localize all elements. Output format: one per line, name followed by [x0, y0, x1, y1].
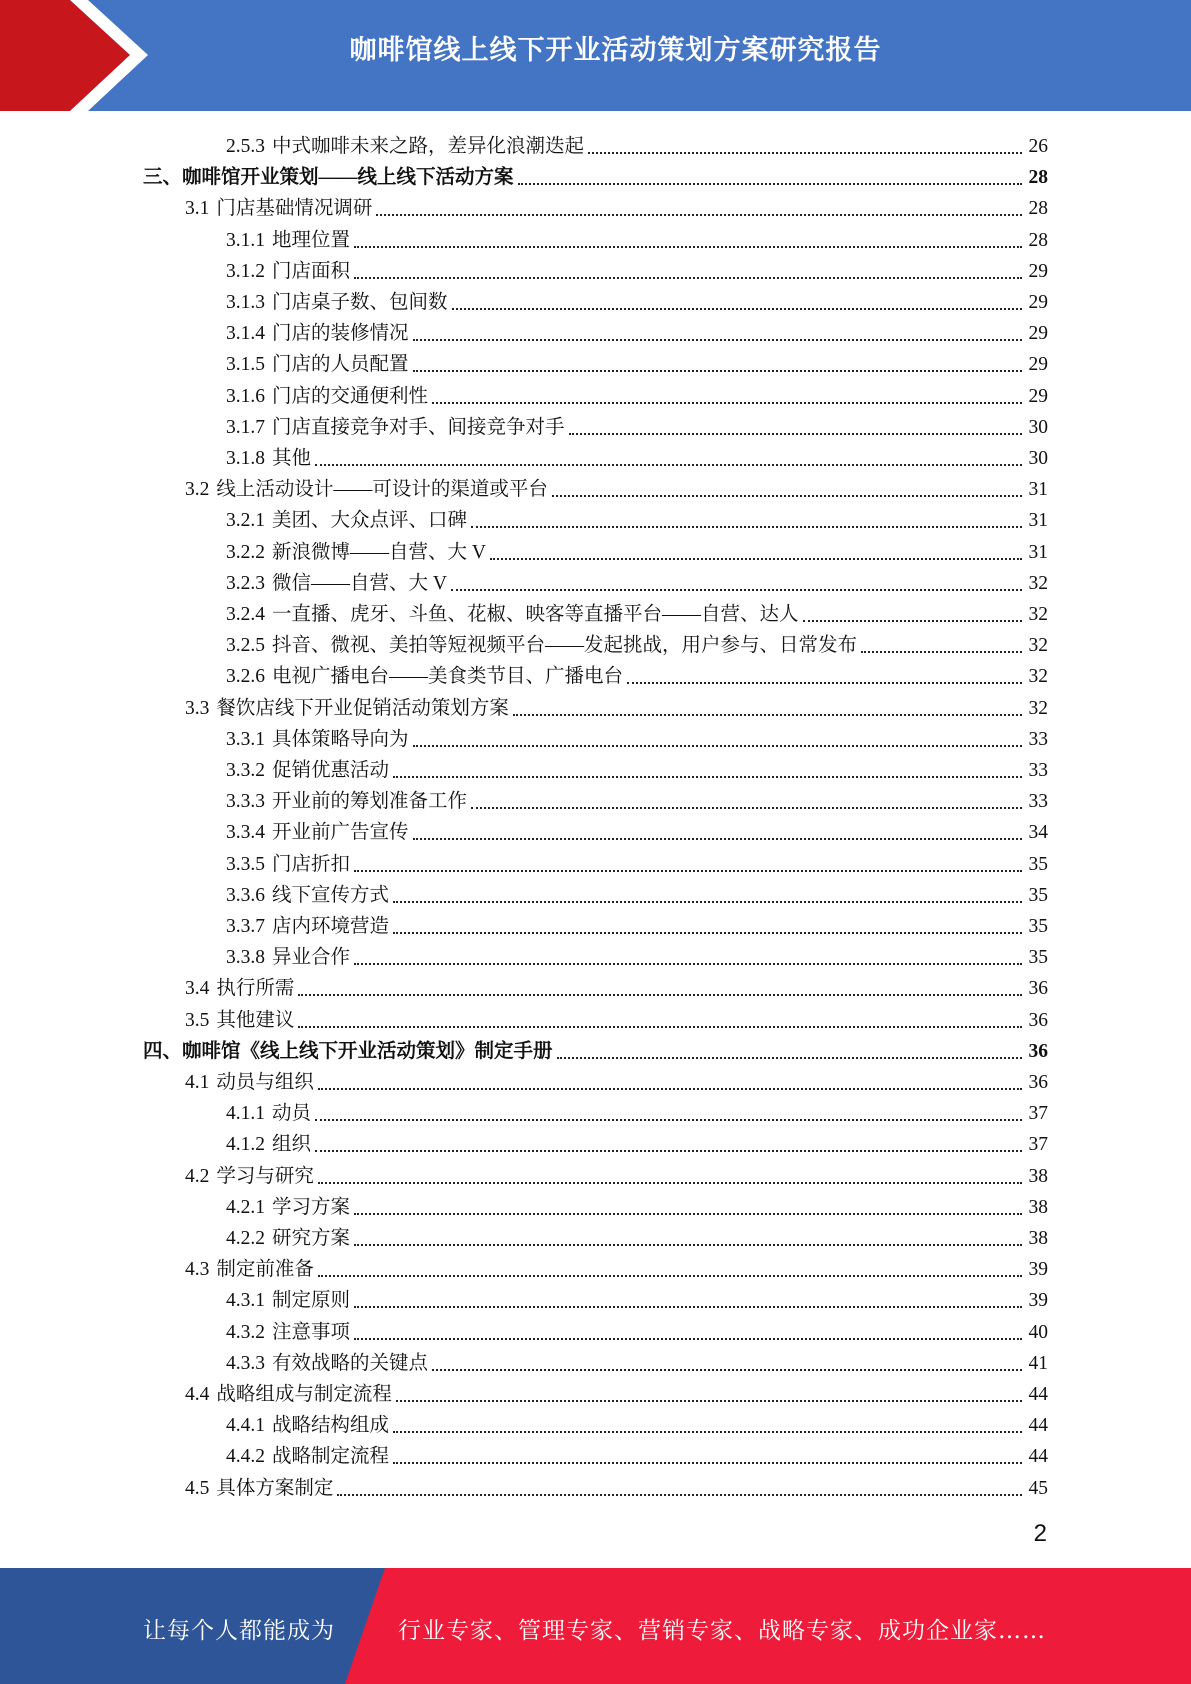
toc-entry-number: 3.1.5: [226, 354, 265, 376]
toc-entry-number: 4.2.2: [226, 1228, 265, 1249]
toc-entry[interactable]: [226, 1345, 1048, 1376]
toc-entry-number: 3.2.1: [226, 510, 265, 532]
toc-dot-leader: [393, 932, 1022, 934]
toc-dot-leader: [354, 246, 1022, 248]
toc-entry-title: 战略组成与制定流程: [216, 1384, 392, 1405]
toc-entry-title: 动员: [272, 1103, 312, 1125]
toc-entry-page: 35: [1028, 884, 1048, 906]
toc-entry-number: 4.2.1: [226, 1196, 265, 1218]
toc-entry-number: 3.3.7: [226, 916, 265, 937]
footer-band: [0, 1568, 1191, 1684]
toc-entry-title: 开业前广告宣传: [272, 822, 409, 844]
toc-entry-title: 异业合作: [272, 947, 351, 969]
toc-entry-title: 美团、大众点评、口碑: [272, 510, 468, 532]
toc-dot-leader: [354, 1306, 1022, 1308]
toc-entry[interactable]: [226, 721, 1048, 752]
toc-entry[interactable]: [226, 1282, 1048, 1313]
toc-entry-title: 餐饮店线下开业促销活动策划方案: [216, 697, 509, 719]
toc-entry[interactable]: [226, 908, 1048, 939]
toc-entry-number: 4.1: [185, 1072, 210, 1093]
toc-dot-leader: [354, 277, 1022, 279]
toc-dot-leader: [337, 1494, 1022, 1496]
toc-entry-page: 30: [1028, 448, 1048, 469]
toc-entry[interactable]: [185, 690, 1048, 721]
toc-entry-number: 4.2: [185, 1165, 210, 1187]
toc-entry-number: 4.3.3: [226, 1352, 265, 1374]
toc-entry[interactable]: [185, 1470, 1048, 1501]
toc-entry-number: 3.1.1: [226, 229, 265, 251]
toc-entry-page: 35: [1028, 916, 1048, 937]
toc-entry[interactable]: [226, 752, 1048, 783]
toc-entry-number: 3.3.1: [226, 728, 265, 750]
toc-entry-title: 门店直接竞争对手、间接竞争对手: [272, 416, 565, 438]
toc-entry-title: 门店折扣: [272, 853, 351, 875]
toc-entry-number: 4.1.1: [226, 1103, 265, 1125]
toc-entry-title: 中式咖啡未来之路，差异化浪潮迭起: [272, 136, 585, 157]
toc-dot-leader: [318, 1088, 1022, 1090]
toc-entry-page: 34: [1028, 822, 1048, 844]
toc-entry-number: 3.2.4: [226, 604, 265, 625]
toc-entry-title: 学习与研究: [216, 1165, 314, 1187]
document-title: 咖啡馆线上线下开业活动策划方案研究报告: [349, 35, 882, 66]
toc-entry-page: 36: [1028, 1009, 1048, 1031]
toc-entry-title: 一直播、虎牙、斗鱼、花椒、映客等直播平台——自营、达人: [272, 604, 799, 625]
toc-dot-leader: [452, 308, 1022, 310]
toc-dot-leader: [451, 589, 1022, 591]
toc-entry-number: 3.3.6: [226, 884, 265, 906]
toc-dot-leader: [471, 807, 1022, 809]
toc-dot-leader: [298, 1026, 1022, 1028]
toc-entry-page: 31: [1028, 541, 1048, 563]
toc-dot-leader: [518, 183, 1022, 185]
toc-entry[interactable]: [226, 783, 1048, 814]
toc-dot-leader: [552, 495, 1022, 497]
toc-entry-number: 3.1: [185, 198, 210, 220]
toc-dot-leader: [413, 370, 1022, 372]
toc-entry-title: 具体策略导向为: [272, 728, 409, 750]
toc-dot-leader: [393, 1462, 1022, 1464]
toc-entry-title: 线下宣传方式: [272, 884, 390, 906]
toc-entry-number: 4.5: [185, 1477, 210, 1499]
toc-entry-number: 3.3: [185, 697, 210, 719]
toc-entry[interactable]: [226, 409, 1048, 440]
toc-entry-number: 3.1.7: [226, 416, 265, 438]
toc-entry-page: 31: [1028, 479, 1048, 501]
toc-entry-number: 3.4: [185, 978, 210, 1000]
toc-entry[interactable]: [226, 284, 1048, 315]
toc-entry-page: 29: [1028, 292, 1048, 313]
toc-dot-leader: [393, 1431, 1022, 1433]
toc-entry[interactable]: [226, 814, 1048, 845]
toc-dot-leader: [354, 1213, 1022, 1215]
toc-entry[interactable]: [226, 1126, 1048, 1157]
toc-entry-number: 3.2.6: [226, 666, 265, 688]
toc-entry-number: 3.3.5: [226, 853, 265, 875]
toc-entry-number: 4.3: [185, 1259, 210, 1281]
toc-entry[interactable]: [226, 253, 1048, 284]
footer-slogan-left: 让每个人都能成为: [143, 1618, 335, 1644]
toc-entry-number: 3.1.6: [226, 385, 265, 407]
toc-dot-leader: [354, 1338, 1022, 1340]
toc-entry-page: 38: [1028, 1165, 1048, 1187]
toc-dot-leader: [413, 745, 1022, 747]
toc-entry-title: 三、咖啡馆开业策划——线上线下活动方案: [143, 167, 514, 189]
toc-entry[interactable]: [143, 159, 1048, 190]
toc-entry[interactable]: [185, 190, 1048, 221]
toc-entry-page: 31: [1028, 510, 1048, 532]
toc-dot-leader: [861, 651, 1022, 653]
toc-entry[interactable]: [226, 440, 1048, 471]
toc-entry-title: 开业前的筹划准备工作: [272, 791, 468, 813]
toc-entry-number: 3.1.3: [226, 292, 265, 313]
toc-entry-title: 组织: [272, 1134, 312, 1156]
toc-dot-leader: [557, 1057, 1022, 1059]
toc-dot-leader: [354, 1244, 1022, 1246]
toc-entry[interactable]: [226, 877, 1048, 908]
toc-dot-leader: [432, 402, 1022, 404]
toc-dot-leader: [627, 682, 1022, 684]
toc-dot-leader: [471, 526, 1022, 528]
toc-entry-title: 地理位置: [272, 229, 351, 251]
toc-entry[interactable]: [185, 1002, 1048, 1033]
toc-entry[interactable]: [226, 565, 1048, 596]
toc-entry-number: 3.3.4: [226, 822, 265, 844]
toc-entry-title: 门店桌子数、包间数: [272, 292, 448, 313]
toc-entry-title: 门店的人员配置: [272, 354, 409, 376]
toc-entry-page: 36: [1028, 1040, 1048, 1062]
toc-entry-number: 3.1.4: [226, 323, 265, 345]
toc-entry-page: 32: [1028, 666, 1048, 688]
footer-slogan-right: 行业专家、管理专家、营销专家、战略专家、成功企业家……: [398, 1618, 1046, 1644]
toc-entry-number: 3.1.2: [226, 260, 265, 282]
toc-dot-leader: [318, 1275, 1022, 1277]
toc-entry[interactable]: [226, 1438, 1048, 1469]
toc-entry-number: 3.3.3: [226, 791, 265, 813]
toc-dot-leader: [588, 152, 1022, 154]
toc-entry[interactable]: [226, 1189, 1048, 1220]
toc-entry-title: 学习方案: [272, 1196, 351, 1218]
toc-entry[interactable]: [226, 658, 1048, 689]
toc-entry-page: 32: [1028, 697, 1048, 719]
toc-entry-page: 29: [1028, 354, 1048, 376]
toc-entry-page: 44: [1028, 1446, 1048, 1468]
toc-dot-leader: [318, 1182, 1022, 1184]
toc-entry[interactable]: [226, 1314, 1048, 1345]
toc-dot-leader: [298, 994, 1022, 996]
toc-entry-page: 41: [1028, 1352, 1048, 1374]
toc-entry-page: 35: [1028, 947, 1048, 969]
toc-entry-title: 制定前准备: [216, 1259, 314, 1281]
toc-entry-title: 抖音、微视、美拍等短视频平台——发起挑战，用户参与、日常发布: [272, 635, 858, 657]
toc-entry[interactable]: [226, 346, 1048, 377]
toc-entry-page: 37: [1028, 1134, 1048, 1156]
toc-entry-page: 45: [1028, 1477, 1048, 1499]
toc-entry-title: 研究方案: [272, 1228, 351, 1249]
toc-entry-title: 四、咖啡馆《线上线下开业活动策划》制定手册: [143, 1040, 553, 1062]
toc-entry-page: 40: [1028, 1321, 1048, 1343]
toc-entry-number: 4.3.2: [226, 1321, 265, 1343]
toc-entry[interactable]: [226, 627, 1048, 658]
toc-entry-page: 29: [1028, 260, 1048, 282]
toc-entry-page: 37: [1028, 1103, 1048, 1125]
toc-entry[interactable]: [185, 1251, 1048, 1282]
toc-entry[interactable]: [226, 596, 1048, 627]
toc-dot-leader: [315, 1119, 1022, 1121]
toc-entry-title: 注意事项: [272, 1321, 351, 1343]
toc-entry-page: 28: [1028, 229, 1048, 251]
page-number: 2: [1033, 1520, 1047, 1547]
toc-entry[interactable]: [143, 1033, 1048, 1064]
toc-entry-title: 促销优惠活动: [272, 760, 390, 781]
toc-entry-number: 4.4.2: [226, 1446, 265, 1468]
toc-entry-title: 执行所需: [216, 978, 295, 1000]
toc-entry[interactable]: [226, 939, 1048, 970]
toc-entry-page: 29: [1028, 385, 1048, 407]
toc-entry-page: 28: [1028, 198, 1048, 220]
toc-entry-number: 2.5.3: [226, 136, 265, 157]
toc-dot-leader: [396, 1400, 1022, 1402]
toc-entry-page: 32: [1028, 604, 1048, 625]
toc-entry-title: 其他: [272, 448, 312, 469]
toc-dot-leader: [354, 870, 1022, 872]
toc-entry-number: 4.3.1: [226, 1290, 265, 1312]
toc-dot-leader: [413, 838, 1022, 840]
toc-entry-title: 门店基础情况调研: [216, 198, 373, 220]
toc-entry-number: 3.2: [185, 479, 210, 501]
toc-entry-page: 44: [1028, 1415, 1048, 1437]
toc-entry-title: 战略制定流程: [272, 1446, 390, 1468]
toc-entry-page: 33: [1028, 791, 1048, 813]
toc-entry-page: 44: [1028, 1384, 1048, 1405]
header-band: [0, 0, 1191, 111]
toc-entry-number: 4.4: [185, 1384, 210, 1405]
toc-entry-title: 店内环境营造: [272, 916, 390, 937]
toc-entry-number: 3.2.5: [226, 635, 265, 657]
toc-entry-page: 36: [1028, 978, 1048, 1000]
toc-entry-title: 门店的交通便利性: [272, 385, 429, 407]
toc-entry-number: 3.2.3: [226, 572, 265, 594]
toc-entry-title: 战略结构组成: [272, 1415, 390, 1437]
toc-entry-page: 29: [1028, 323, 1048, 345]
toc-entry-title: 制定原则: [272, 1290, 351, 1312]
toc-entry-page: 38: [1028, 1196, 1048, 1218]
toc-entry[interactable]: [226, 502, 1048, 533]
toc-dot-leader: [393, 901, 1022, 903]
toc-entry[interactable]: [185, 1158, 1048, 1189]
toc-dot-leader: [803, 620, 1022, 622]
toc-entry[interactable]: [185, 1376, 1048, 1407]
toc-entry-title: 门店面积: [272, 260, 351, 282]
toc-entry-page: 35: [1028, 853, 1048, 875]
toc-dot-leader: [513, 714, 1022, 716]
toc-entry[interactable]: [226, 1407, 1048, 1438]
toc-entry-number: 3.2.2: [226, 541, 265, 563]
toc-entry[interactable]: [226, 128, 1048, 159]
toc-entry[interactable]: [185, 471, 1048, 502]
toc-entry-title: 微信——自营、大 V: [272, 572, 447, 594]
toc-entry-page: 38: [1028, 1228, 1048, 1249]
toc-entry[interactable]: [226, 315, 1048, 346]
toc-dot-leader: [354, 963, 1022, 965]
toc-entry-title: 新浪微博——自营、大 V: [272, 541, 486, 563]
toc-dot-leader: [490, 558, 1022, 560]
toc-dot-leader: [315, 1150, 1022, 1152]
toc-dot-leader: [393, 776, 1022, 778]
toc-entry-title: 线上活动设计——可设计的渠道或平台: [216, 479, 548, 501]
toc-entry[interactable]: [185, 970, 1048, 1001]
toc-entry-page: 26: [1028, 136, 1048, 157]
toc-dot-leader: [413, 339, 1022, 341]
toc-entry-number: 3.3.2: [226, 760, 265, 781]
toc-entry-page: 33: [1028, 728, 1048, 750]
toc-entry-number: 4.1.2: [226, 1134, 265, 1156]
toc-entry-number: 3.5: [185, 1009, 210, 1031]
toc-entry-page: 36: [1028, 1072, 1048, 1093]
toc-entry[interactable]: [226, 378, 1048, 409]
toc-dot-leader: [569, 433, 1022, 435]
toc-dot-leader: [315, 464, 1022, 466]
toc-entry-page: 30: [1028, 416, 1048, 438]
toc-dot-leader: [432, 1369, 1022, 1371]
toc-entry-number: 4.4.1: [226, 1415, 265, 1437]
toc-entry[interactable]: [226, 846, 1048, 877]
toc-entry-title: 具体方案制定: [216, 1477, 334, 1499]
toc-entry[interactable]: [185, 1064, 1048, 1095]
toc-entry-title: 电视广播电台——美食类节目、广播电台: [272, 666, 624, 688]
toc-entry-page: 39: [1028, 1259, 1048, 1281]
toc-entry-page: 32: [1028, 572, 1048, 594]
toc-dot-leader: [376, 214, 1022, 216]
toc-entry-page: 32: [1028, 635, 1048, 657]
toc-entry-title: 其他建议: [216, 1009, 295, 1031]
toc-entry-title: 有效战略的关键点: [272, 1352, 429, 1374]
toc-entry[interactable]: [226, 222, 1048, 253]
toc-entry[interactable]: [226, 1095, 1048, 1126]
toc-entry[interactable]: [226, 1220, 1048, 1251]
toc-entry-title: 动员与组织: [216, 1072, 314, 1093]
toc-entry-title: 门店的装修情况: [272, 323, 409, 345]
toc-entry-page: 39: [1028, 1290, 1048, 1312]
toc-entry[interactable]: [226, 534, 1048, 565]
toc-entry-page: 33: [1028, 760, 1048, 781]
toc-entry-number: 3.1.8: [226, 448, 265, 469]
toc-entry-number: 3.3.8: [226, 947, 265, 969]
toc-entry-page: 28: [1028, 167, 1048, 189]
